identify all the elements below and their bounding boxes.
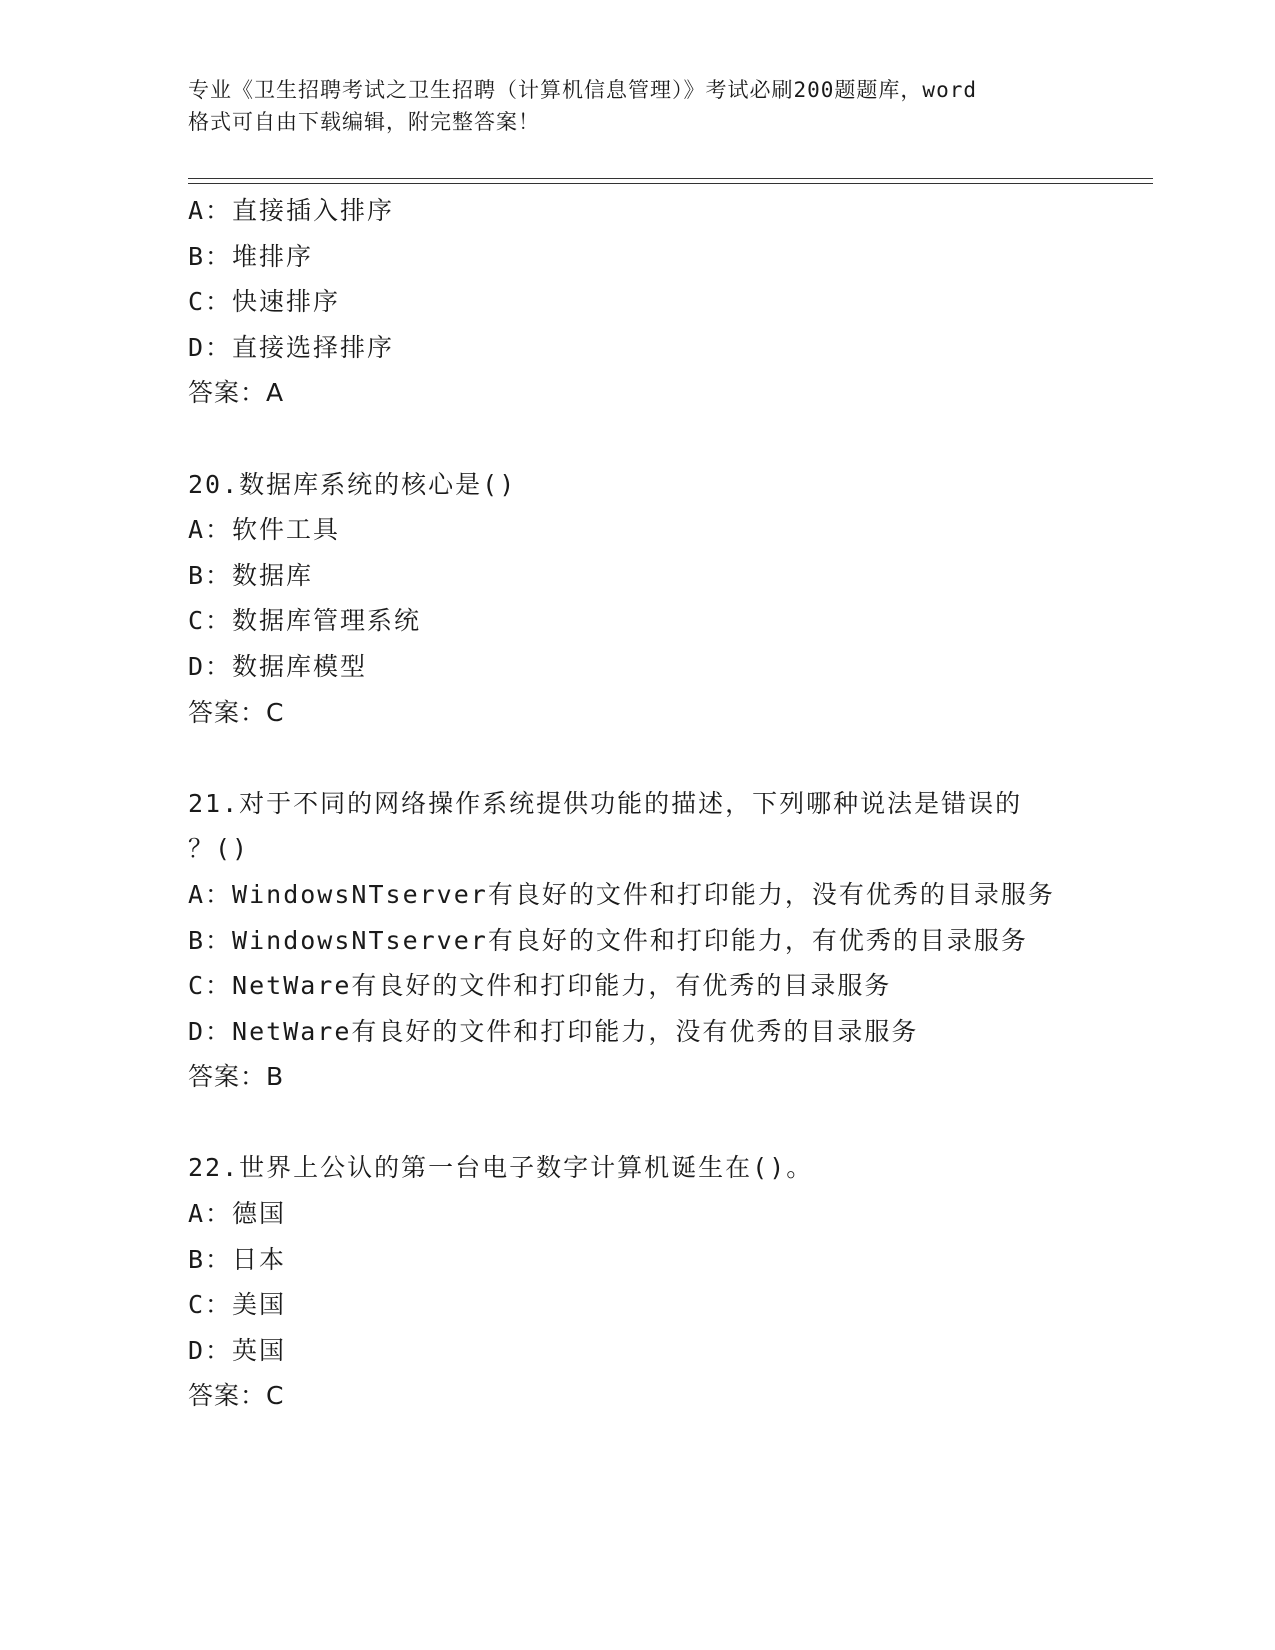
option-b: B：数据库 (188, 560, 314, 590)
header-divider-top (188, 178, 1153, 179)
question-content (188, 188, 1148, 1419)
question-21-block (188, 781, 1148, 1100)
question-spacer (188, 416, 1148, 462)
option-d: D：NetWare有良好的文件和打印能力，没有优秀的目录服务 (188, 1016, 919, 1046)
question-spacer (188, 735, 1148, 781)
question-spacer (188, 1100, 1148, 1146)
option-c: C：美国 (188, 1290, 287, 1320)
option-d: D：直接选择排序 (188, 332, 395, 362)
option-d: D：数据库模型 (188, 651, 368, 681)
option-a: A：直接插入排序 (188, 196, 395, 225)
answer-line: 答案：C (188, 697, 285, 727)
document-header (188, 74, 1088, 138)
question-text: 21.对于不同的网络操作系统提供功能的描述，下列哪种说法是错误的 (188, 788, 1023, 818)
question-19-block (188, 188, 1148, 416)
answer-line: 答案：B (188, 1062, 285, 1092)
question-22-block (188, 1145, 1148, 1419)
option-a: A：德国 (188, 1199, 287, 1229)
header-divider-bottom (188, 183, 1153, 184)
option-a: A：WindowsNTserver有良好的文件和打印能力，没有优秀的目录服务 (188, 879, 1055, 909)
question-text-continued: ？() (188, 834, 250, 864)
header-line-2: 格式可自由下载编辑，附完整答案！ (188, 110, 540, 134)
question-20-block (188, 462, 1148, 736)
option-c: C：数据库管理系统 (188, 606, 422, 636)
option-b: B：日本 (188, 1244, 287, 1274)
answer-line: 答案：A (188, 378, 285, 408)
question-text: 20.数据库系统的核心是() (188, 469, 517, 499)
option-a: A：软件工具 (188, 515, 341, 545)
answer-line: 答案：C (188, 1381, 285, 1411)
header-line-1: 专业《卫生招聘考试之卫生招聘（计算机信息管理）》考试必刷200题题库，word (188, 78, 977, 102)
option-b: B：WindowsNTserver有良好的文件和打印能力，有优秀的目录服务 (188, 925, 1028, 955)
option-b: B：堆排序 (188, 241, 314, 271)
option-c: C：快速排序 (188, 287, 341, 317)
option-d: D：英国 (188, 1335, 287, 1365)
question-text: 22.世界上公认的第一台电子数字计算机诞生在()。 (188, 1153, 814, 1183)
option-c: C：NetWare有良好的文件和打印能力，有优秀的目录服务 (188, 971, 892, 1001)
